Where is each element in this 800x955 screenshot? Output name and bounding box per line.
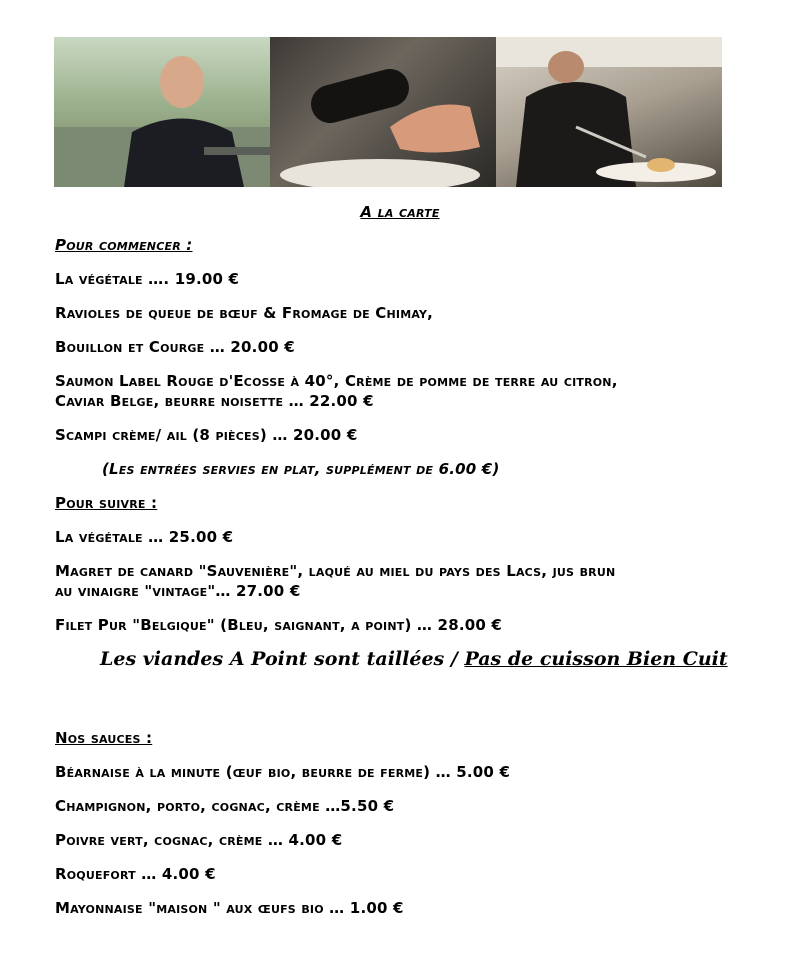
menu-item: Béarnaise à la minute (œuf bio, beurre de ferme) … 5.00 € bbox=[55, 763, 511, 781]
section-title-starters: Pour commencer : bbox=[55, 236, 193, 254]
menu-item: La végétale … 25.00 € bbox=[55, 528, 234, 546]
menu-item: Scampi crème/ ail (8 pièces) … 20.00 € bbox=[55, 426, 358, 444]
menu-item: Filet Pur "Belgique" (Bleu, saignant, a point) … 28.00 € bbox=[55, 616, 503, 634]
menu-item: Magret de canard "Sauvenière", laqué au miel du pays des Lacs, jus brun bbox=[55, 562, 616, 580]
menu-item: au vinaigre "vintage"… 27.00 € bbox=[55, 582, 301, 600]
menu-item: Champignon, porto, cognac, crème …5.50 € bbox=[55, 797, 395, 815]
menu-item: La végétale …. 19.00 € bbox=[55, 270, 240, 288]
menu-item: Roquefort … 4.00 € bbox=[55, 865, 216, 883]
chef-portrait-photo bbox=[54, 37, 270, 187]
meat-cooking-remark bbox=[100, 648, 728, 670]
remark-part-1: Les viandes A Point sont taillées / bbox=[100, 648, 458, 670]
menu-item: Bouillon et Courge … 20.00 € bbox=[55, 338, 295, 356]
menu-item: Caviar Belge, beurre noisette … 22.00 € bbox=[55, 392, 374, 410]
remark-part-2: Pas de cuisson Bien Cuit bbox=[464, 648, 728, 670]
menu-item: Saumon Label Rouge d'Ecosse à 40°, Crème de pomme de terre au citron, bbox=[55, 372, 618, 390]
photo-banner bbox=[54, 37, 722, 187]
menu-heading: A la carte bbox=[360, 203, 440, 221]
starters-note: (Les entrées servies en plat, supplément de 6.00 €) bbox=[102, 460, 500, 478]
menu-item: Poivre vert, cognac, crème … 4.00 € bbox=[55, 831, 343, 849]
chef-plating-photo bbox=[496, 37, 722, 187]
menu-item: Ravioles de queue de bœuf & Fromage de Chimay, bbox=[55, 304, 434, 322]
section-title-mains: Pour suivre : bbox=[55, 494, 158, 512]
pepper-grinder-photo bbox=[270, 37, 496, 187]
menu-item: Mayonnaise "maison " aux œufs bio … 1.00 € bbox=[55, 899, 404, 917]
section-title-sauces: Nos sauces : bbox=[55, 729, 153, 747]
